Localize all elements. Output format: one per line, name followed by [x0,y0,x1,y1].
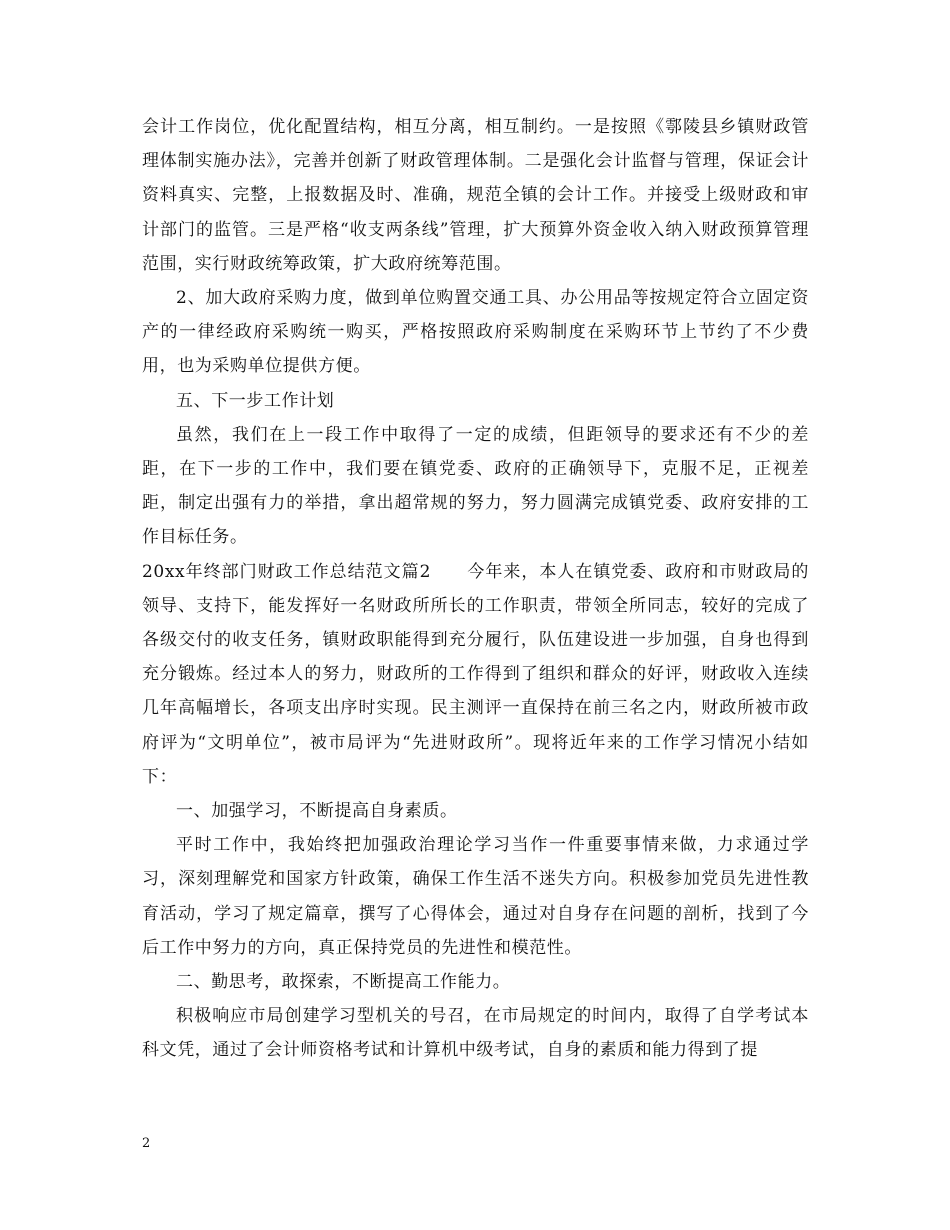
body-paragraph: 平时工作中，我始终把加强政治理论学习当作一件重要事情来做，力求通过学习，深刻理解党和国家方针政策，确保工作生活不迷失方向。积极参加党员先进性教育活动，学习了规定篇章，撰写了心得体会，通过对自身存在问题的剖析，找到了今后工作中努力的方向，真正保持党员的先进性和模范性。 [142,835,809,958]
body-paragraph: 积极响应市局创建学习型机关的号召，在市局规定的时间内，取得了自学考试本科文凭，通过了会计师资格考试和计算机中级考试，自身的素质和能力得到了提 [142,1006,809,1061]
body-paragraph: 虽然，我们在上一段工作中取得了一定的成绩，但距领导的要求还有不少的差距，在下一步的工作中，我们要在镇党委、政府的正确领导下，克服不足，正视差距，制定出强有力的举措，拿出超常规的努力，努力圆满完成镇党委、政府安排的工作目标任务。 [142,424,809,548]
section-heading: 二、勤思考，敢探索，不断提高工作能力。 [176,972,511,993]
body-paragraph: 会计工作岗位，优化配置结构，相互分离，相互制约。一是按照《鄠陵县乡镇财政管理体制实施办法》，完善并创新了财政管理体制。二是强化会计监督与管理，保证会计资料真实、完整，上报数据及时、准确，规范全镇的会计工作。并接受上级财政和审计部门的监管。三是严格“收支两条线”管理，扩大预算外资金收入纳入财政预算管理范围，实行财政统筹政策，扩大政府统筹范围。 [142,117,809,274]
section-heading: 五、下一步工作计划 [176,390,335,411]
document-body [142,110,809,1068]
section-heading: 一、加强学习，不断提高自身素质。 [176,801,458,822]
page-number: 2 [142,1136,151,1151]
body-paragraph: 2、加大政府采购力度，做到单位购置交通工具、办公用品等按规定符合立固定资产的一律经政府采购统一购买，严格按照政府采购制度在采购环节上节约了不少费用，也为采购单位提供方便。 [142,288,809,377]
article-heading-paragraph: 20xx年终部门财政工作总结范文篇2 今年来，本人在镇党委、政府和市财政局的领导、支持下，能发挥好一名财政所所长的工作职责，带领全所同志，较好的完成了各级交付的收支任务，镇财政职能得到充分履行，队伍建设进一步加强，自身也得到充分锻炼。经过本人的努力，财政所的工作得到了组织和群众的好评，财政收入连续几年高幅增长，各项支出序时实现。民主测评一直保持在前三名之内，财政所被市政府评为“文明单位”，被市局评为“先进财政所”。现将近年来的工作学习情况小结如下： [142,561,809,787]
